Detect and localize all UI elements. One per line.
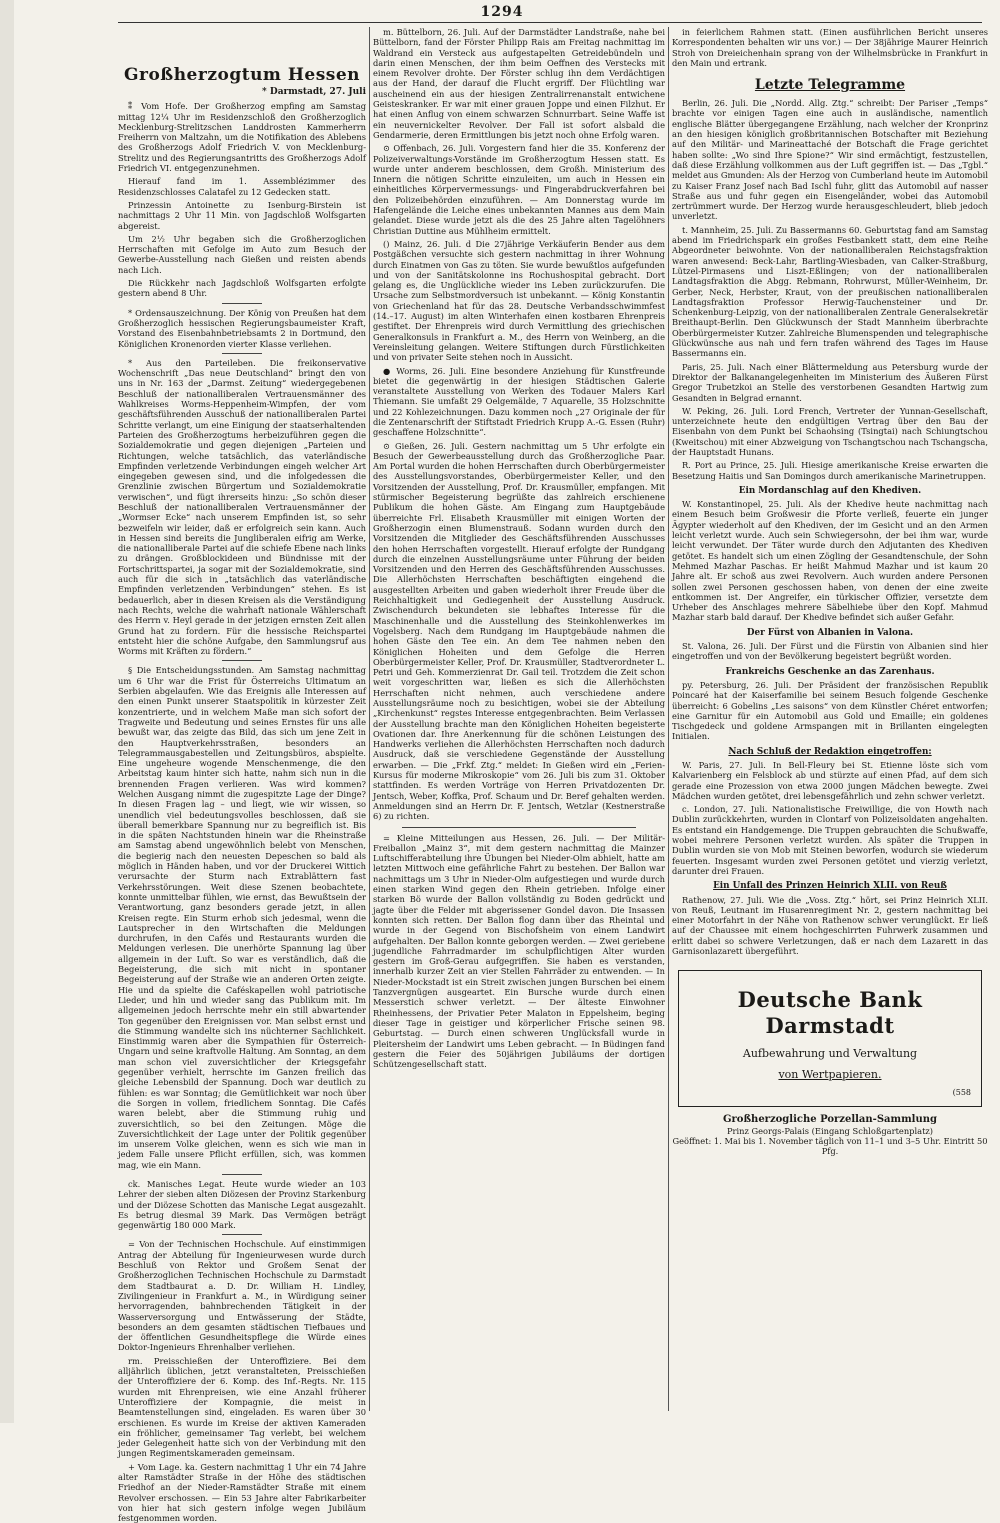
paragraph: () Mainz, 26. Juli. d Die 27jährige Verkäuferin Bender aus dem Postgäßchen versuchte sich gestern nachmittag in ihrer Wohnung durch Einatmen von Gas zu töten. Sie wurde bewußtlos aufgefunden und von der Sanitätskolonne ins Rochushospital gebracht. Dort gelang es, die Unglückliche wieder ins Leben zurückzurufen. Die Ursache zum Selbstmordversuch ist unbekannt. — König Konstantin von Griechenland hat für das 28. Deutsche Verbandsschwimmfest (14.–17. August) im alten Winterhafen einen kostbaren Ehrenpreis gestiftet. Der Ehrenpreis wird durch Vermittlung des griechischen Generalkonsuls in Frankfurt a. M., des Herrn von Weinberg, an die Vereinsleitung gelangen. Weitere Stiftungen durch Fürstlichkeiten und von privater Seite stehen noch in Aussicht. [373,238,665,363]
paragraph: Rathenow, 27. Juli. Wie die „Voss. Ztg.“ hört, sei Prinz Heinrich XLII. von Reuß, Leutnant im Husarenregiment Nr. 2, gestern nachmittag bei einer Motorfahrt in der Nähe von Rathenow schwer verunglückt. Er ließ auf der Chaussee mit einem hochgeschirrten Fuhrwerk zusammen und erlitt dabei so schwere Verletzungen, daß er nach dem Lazarett in das Garnisonlazarett übergeführt. [672,894,988,957]
divider [222,660,262,661]
paragraph: § Die Entscheidungsstunden. Am Samstag nachmittag um 6 Uhr war die Frist für Österreichs Ultimatum an Serbien abgelaufen. Wie das Ereignis alle Interessen auf den einen Punkt unserer Staatspolitik in kürzester Zeit konzentrierte, und in welchem Maße man sich sofort der Tragweite und Bedeutung und seines Ernstes für uns alle bewußt war, das zeigte das Bild, das sich um jene Zeit in den Hauptverkehrsstraßen, besonders an Telegrammausgabestellen und Zeitungsbüros, abspielte. Eine ungeheure wogende Menschenmenge, die den Arbeitstag kaum hinter sich hatte, nahm sich nun in die brennenden Fragen verlieren. Was wird kommen? Welchen Ausgang nimmt die zugespitzte Lage der Dinge? In diesen Fragen lag – und liegt, wie wir wissen, so unendlich viel bedeutungsvolles beschlossen, daß sie überall bemerkbare Spannung nur zu begreiflich ist. Bis in die späten Nachtstunden hinein war die Rheinstraße am Samstag abend ungewöhnlich belebt von Menschen, die begierig nach den neuesten Depeschen so bald als möglich in Händen haben, und vor der Druckerei Wittich verursachte der Sturm nach Extrablättern fast Verkehrsstörungen. Weit diese Szenen beobachtete, konnte unmittelbar fühlen, wie ernst, das Bewußtsein der Verantwortung, ganz besonders gerade jetzt, in allen Kreisen regte. Ein Sturm erhob sich jedesmal, wenn die Lautsprecher in den Wirtschaften die Meldungen durchrufen, in den Cafés und Restaurants wurden die Meldungen verlesen. Die unerhörte Spannung lag über allgemein in der Luft. So war es verständlich, daß die Begeisterung, die sich mit nicht in spontaner Begeisterung auf der Straße wie an anderen Orten zeigte. Hie und da spielte die Caféskapellen wohl patriotische Lieder, und hin und wieder sang das Publikum mit. Im allgemeinen jedoch herrschte mehr ein still abwartender Ton gegenüber den Ereignissen vor. Man selbst ernst und die Stimmung wandelte sich ins nüchterner Sachlichkeit. Einstimmig waren aber die Sympathien für Österreich-Ungarn und seine kraftvolle Haltung. Am Sonntag, an dem man schon viel zuversichtlicher der Kriegsgefahr gegenüber verhielt, herrschte im Ganzen freilich das gleiche Lebensbild der Spannung. Doch war deutlich zu fühlen: es war Sonntag; die Gemütlichkeit war noch über die Sorgen in vollem, friedlichem Sonntag. Die Cafés waren belebt, aber die Stimmung ruhig und zuversichtlich, so bei den Zeitungen. Möge die Zuversichtlichkeit der Lage unter der Politik gegenüber im unserem Volke gleichen, wenn es sich wie man in jedem Falle unsere Pflicht erfüllen, sich, was kommen mag, wie ein Mann. [118,665,366,1170]
paragraph: W. Konstantinopel, 25. Juli. Als der Khedive heute nachmittag nach einem Besuch beim Großwesir die Pforte verließ, feuerte ein junger Ägypter wiederholt auf den Khediven, der im Gesicht und an den Armen leicht verletzt wurde. Auch sein Schwiegersohn, der bei ihm war, wurde leicht verwundet. Der Täter wurde durch den Adjutanten des Khediven getötet. Es handelt sich um einen Zögling der Gesandtenschule, der Sohn Mehmed Mazhar Paschas. Er heißt Mahmud Mazhar und ist kaum 20 Jahre alt. Er schoß aus zwei Revolvern. Auch wurden andere Personen sollen zwei Personen geschossen haben, von denen der eine zweite entkommen ist. Der Angreifer, ein türkischer Offizier, versetzte dem Urheber des Anschlages mehrere Säbelhiebe über den Kopf. Mahmud Mazhar starb bald darauf. Der Khedive befindet sich außer Gefahr. [672,499,988,623]
paragraph: ⊙ Gießen, 26. Juli. Gestern nachmittag um 5 Uhr erfolgte ein Besuch der Gewerbeausstellung durch das Großherzogliche Paar. Am Portal wurden die hohen Herrschaften durch Oberbürgermeister des Ausstellungsvorstandes, Oberbürgermeister Keller, und den Vorsitzenden der Ausstellung, Prof. Dr. Krausmüller, empfangen. Mit stürmischer Begeisterung begrüßte das zahlreich erschienene Publikum die hohen Gäste. Am Eingang zum Hauptgebäude überreichte Frl. Elisabeth Krausmüller mit einigen Worten der Großherzogin einen Blumenstrauß. Sodann wurden durch den Vorsitzenden die Mitglieder des Geschäftsführenden Ausschusses den hohen Herrschaften vorgestellt. Hierauf erfolgte der Rundgang durch die einzelnen Ausstellungsräume unter Führung der beiden Vorsitzenden und den Herren des Geschäftsführenden Ausschusses. Die Allerhöchsten Herrschaften beschäftigten eingehend die ausgestellten Arbeiten und gaben wiederholt ihrer Freude über die Reichhaltigkeit und Gediegenheit der Ausstellung Ausdruck. Zwischendurch bekundeten sie lebhaftes Interesse für die Maschinenhalle und die Ausstellung des Steinkohlenwerkes im Vogelsberg. Nach dem Rundgang im Hauptgebäude nahmen die hohen Gäste den Tee ein. An dem Tee nahmen neben den Königlichen Hoheiten und dem Gefolge die Herren Oberbürgermeister Keller, Prof. Dr. Krausmüller, Stadtverordneter L. Petri und Geh. Kommerzienrat Dr. Gail teil. Trotzdem die Zeit schon weit vorgeschritten war, ließen es sich die Allerhöchsten Herrschaften nicht nehmen, auch verschiedene andere Ausstellungsräume noch zu besichtigen, wobei sie der Abteilung „Kirchenkunst“ regstes Interesse entgegenbrachten. Beim Verlassen der Ausstellung brachte man den Königlichen Hoheiten begeisterte Ovationen dar. Ihre Anerkennung für die schönen Leistungen des Handwerks verliehen die Allerhöchsten Herrschaften noch dadurch Ausdruck, daß sie verschiedene Gegenstände der Ausstellung erwarben. — Die „Frkf. Ztg.“ meldet: In Gießen wird ein „Ferien-Kursus für moderne Mikroskopie“ vom 26. Juli bis zum 31. Oktober stattfinden. Es werden Vorträge von Herren Privatdozenten Dr. Jentsch, Weber, Koffka, Prof. Schaum und Dr. Beref gehalten werden. Anmeldungen sind an Herrn Dr. F. Jentsch, Wetzlar (Kestnerstraße 6) zu richten. [373,440,665,822]
sub-heading: Nach Schluß der Redaktion eingetroffen: [728,746,932,757]
sub-heading: Frankreichs Geschenke an das Zarenhaus. [725,666,935,677]
ad-title: Deutsche Bank Darmstadt [737,987,923,1039]
notice-line: Geöffnet: 1. Mai bis 1. November täglich von 11–1 und 3–5 Uhr. Eintritt 50 Pfg. [672,1135,988,1156]
column-3 [672,27,988,1411]
ad-line: Aufbewahrung und Verwaltung [742,1047,918,1061]
section-title: Großherzogtum Hessen [123,65,361,85]
column-2 [373,27,665,1411]
paragraph: * Ordensauszeichnung. Der König von Preußen hat dem Großherzoglich hessischen Regierungsbaumeister Kraft, Vorstand des Eisenbahnbetriebsamts 2 in Dortmund, den Königlichen Kronenorden vierter Klasse verliehen. [118,307,366,349]
divider [222,1174,262,1175]
column-1 [118,27,366,1523]
sub-heading: Der Fürst von Albanien in Valona. [746,627,914,638]
notice-line: Prinz Georgs-Palais (Eingang Schloßgartenplatz) [726,1125,934,1136]
telegrams-heading: Letzte Telegramme [754,77,906,94]
header-rule [118,22,982,23]
telegram: Berlin, 26. Juli. Die „Nordd. Allg. Ztg.“ schreibt: Der Pariser „Temps“ brachte vor einigen Tagen eine auch in ausländische, namentlich englische Blätter übergegangene Erzählung, nach welcher der Kronprinz an den hiesigen königlich großbritannischen Botschafter mit Beziehung auf den Militär- und Marineattaché der Botschaft die Frage gerichtet haben sollte: „Wo sind Ihre Spione?“ Wir sind ermächtigt, festzustellen, daß diese Erzählung vollkommen aus der Luft gegriffen ist. — Das „Tgbl.“ meldet aus Gmunden: Als der Herzog von Cumberland heute im Automobil zu Kaiser Franz Josef nach Bad Ischl fuhr, glitt das Automobil auf nasser Straße aus und fuhr gegen ein Eisengeländer, wobei das Automobil zertrümmert wurde. Der Herzog wurde herausgeschleudert, blieb jedoch unverletzt. [672,98,988,222]
scan-margin [0,0,14,1423]
sub-heading: Ein Mordanschlag auf den Khediven. [738,485,922,496]
paragraph: ⊙ Offenbach, 26. Juli. Vorgestern fand hier die 35. Konferenz der Polizeiverwaltungs-Vorstände im Großherzogtum Hessen statt. Es wurde unter anderem beschlossen, dem Großh. Ministerium des Innern die nötigen Schritte einzuleiten, um auch in Hessen ein einheitliches Körpervermessungs- und Fingerabdruckverfahren bei den Polizeibehörden einzuführen. — Am Donnerstag wurde im Hafengelände die Leiche eines unbekannten Mannes aus dem Main gelandet. Diese wurde jetzt als die des 25 Jahre alten Tagelöhners Christian Duttine aus Mühlheim ermittelt. [373,143,665,236]
paragraph: ⁑ Vom Hofe. Der Großherzog empfing am Samstag mittag 12¼ Uhr im Residenzschloß den Großherzoglich Mecklenburg-Strelitzschen Landdrosten Kammerherrn Freiherrn von Maltzahn, um die Notifikation des Ablebens des Großherzogs Adolf Friedrich V. von Mecklenburg-Strelitz und des Regierungsantritts des Großherzogs Adolf Friedrich VI. entgegenzunehmen. [118,101,366,174]
news-item: + Vom Lage. ka. Gestern nachmittag 1 Uhr ein 74 Jahre alter Ramstädter Straße in der Höhe des städtischen Friedhof an der Nieder-Ramstädter Straße mit einem Revolver erschossen. — Ein 53 Jahre alter Fabrikarbeiter von hier hat sich gestern infolge wegen Jubiläum festgenommen worden. [118,1461,366,1523]
paragraph: m. Büttelborn, 26. Juli. Auf der Darmstädter Landstraße, nahe bei Büttelborn, fand der Förster Philipp Rais am Freitag nachmittag im Waldrand ein Versteck aus aufgestapelten Getreidebündeln und darin einen Menschen, der ihm beim Oeffnen des Verstecks mit einem Revolver drohte. Der Förster schlug ihn dem Verdächtigen aus der Hand, der darauf die Flucht ergriff. Der Flüchtling war auscheinend ein aus der hiesigen Zentralirrenanstalt entwichene Geisteskranker. Er war mit einer grauen Joppe und einen Filzhut. Er hat einen Anflug von einem schwarzen Schnurrbart. Seine Waffe ist ein neuvernickelter Revolver. Der Fall ist sofort alsbald die Gendarmerie, deren Ermittlungen bis jetzt noch ohne Erfolg waren. [373,27,665,140]
divider [402,827,636,828]
ad-line: von Wertpapieren. [778,1067,882,1081]
telegram: t. Mannheim, 25. Juli. Zu Bassermanns 60. Geburtstag fand am Samstag abend im Friedrichspark ein großes Festbankett statt, dem eine Reihe Abgeordneter beiwohnte. Von der nationalliberalen Reichstagsfraktion waren anwesend: Beck-Lahr, Bartling-Wiesbaden, van Calker-Straßburg, Lützel-Pirmasens und Liszt-Eßlingen; von der nationalliberalen Landtagsfraktion die Abgg. Rebmann, Rohrwurst, Müller-Weinheim, Dr. Gerber, Neck, Herbster, Kraut, von der preußischen nationalliberalen Landtagsfraktion Professor Herwig-Tauchensteiner und Dr. Schenkenburg-Leipzig, von der nationalliberalen Zentrale Generalsekretär Breithaupt-Berlin. Den Glückwunsch der Stadt Mannheim überbrachte Oberbürgermeister Kutzer. Zahlreiche Blumenspenden und telegraphische Glückwünsche aus nah und fern trafen während des Tages im Hause Bassermanns ein. [672,224,988,359]
paragraph: St. Valona, 26. Juli. Der Fürst und die Fürstin von Albanien sind hier eingetroffen und von der Bevölkerung begeistert begrüßt worden. [672,641,988,662]
ad-code: (558 [952,1087,971,1097]
divider [222,303,262,304]
divider [222,1234,262,1235]
telegram: Paris, 25. Juli. Nach einer Blättermeldung aus Petersburg wurde der Direktor der Balkanangelegenheiten im Ministerium des Äußeren Fürst Gregor Trubetzkoi an Stelle des verstorbenen Gesandten Hartwig zum Gesandten in Belgrad ernannt. [672,361,988,403]
paragraph: Die Rückkehr nach Jagdschloß Wolfsgarten erfolgte gestern abend 8 Uhr. [118,278,366,299]
sub-heading: Ein Unfall des Prinzen Heinrich XLII. von Reuß [713,881,947,892]
paragraph: * Aus den Parteileben. Die freikonservative Wochenschrift „Das neue Deutschland“ bringt den von uns in Nr. 163 der „Darmst. Zeitung“ wiedergegebenen Beschluß der nationalliberalen Vertrauensmänner des Wahlkreises Worms-Heppenheim-Wimpfen, der vom geschäftsführenden Ausschuß der nationalliberalen Partei Schritte verlangt, um eine Einigung der staatserhaltenden Parteien des Großherzogtums herbeizuführen gegen die Sozialdemokratie und gegen diejenigen „Parteien und Richtungen, welche tatsächlich, das vaterländische Empfinden verletzende Verbindungen eingeh welcher Art eingegeben gewesen sind, und die infolgedessen die Grenzlinie zwischen Bürgertum und Sozialdemokratie verwischen“, und fügt ihrerseits hinzu: „So schön dieser Beschluß der nationalliberalen Vertrauensmänner der „Wormser Ecke“ nach unserem Empfinden ist, so sehr bezweifeln wir leider, daß er erfolgreich sein kann. Auch in Hessen sind bereits die Jungliberalen eifrig am Werke, die nationalliberale Partei auf die schiefe Ebene nach links zu drängen. Großblockideen und Bündnisse mit der Fortschrittspartei, ja sogar mit der Sozialdemokratie, sind auch für die sich in „tatsächlich das vaterländische Empfinden verletzenden Verbindungen“ stehen. Es ist bedauerlich, aber in diesen Kreisen als die Verständigung nach Rechts, welche die wahrhaft nationale Wählerschaft des Herrn v. Heyl gerade in der jetzigen ernsten Zeit allen Grund hat zu fordern. Für die hessische Reichspartei entsteht hier die schöne Aufgabe, den Sammlungsruf aus Worms mit Kräften zu fördern.“ [118,357,366,657]
paragraph: Hierauf fand im 1. Assemblézimmer des Residenzschlosses Calatafel zu 12 Gedecken statt. [118,176,366,197]
bank-advertisement [678,970,982,1107]
paragraph: = Kleine Mitteilungen aus Hessen, 26. Juli. — Der Militär-Freiballon „Mainz 3“, mit dem gestern nachmittag die Mainzer Luftschifferabteilung ihre Übungen bei Nieder-Olm abhielt, hatte am letzten Mittwoch eine gefährliche Fahrt zu bestehen. Der Ballon war nachmittags um 3 Uhr in Nieder-Olm aufgestiegen und wurde durch einen starken Wind gegen den Rhein getrieben. Infolge einer starken Bö wurde der Ballon vollständig zu Boden gedrückt und jagte über die Felder mit abgerissener Gondel davon. Die Insassen konnten sich retten. Der Ballon flog dann über das Rheintal und wurde in der Gegend von Bischofsheim von einem Landwirt aufgehalten. Der Ballon konnte geborgen werden. — Zwei geriebene jugendliche Fahrradmarder im schulpflichtigen Alter wurden gestern im Groß-Gerau aufgegriffen. Sie haben es verstanden, innerhalb kurzer Zeit an vier Stellen Fahrräder zu entwenden. — In Nieder-Mockstadt ist ein Streit zwischen jungen Burschen bei einem Tanzvergnügen ausgeartet. Ein Bursche wurde durch einen Messerstich schwer verletzt. — Der älteste Einwohner Rheinhessens, der Privatier Peter Malaton in Eppelsheim, beging dieser Tage in geistiger und körperlicher Frische seinen 98. Geburtstag. — Durch einen schweren Unglücksfall wurde in Pleitersheim der Landwirt ums Leben gebracht. — In Büdingen fand gestern die Feier des 50jährigen Jubiläums der dortigen Schützengesellschaft statt. [373,832,665,1070]
page-number: 1294 [480,4,524,20]
column-separator [369,27,370,1411]
dateline: * Darmstadt, 27. Juli [262,87,366,97]
paragraph: py. Petersburg, 26. Juli. Der Präsident der französischen Republik Poincaré hat der Kaiserfamilie bei seinem Besuch folgende Geschenke überreicht: 6 Gobelins „Les saisons“ von dem Künstler Chéret entworfen; eine Garnitur für ein Automobil aus Gold und Emaille; ein goldenes Tischgedeck und goldene Armspangen mit in Brillanten eingelegten Initialen. [672,679,988,742]
paragraph: W. Paris, 27. Juli. In Bell-Fleury bei St. Etienne löste sich vom Kalvarienberg ein Felsblock ab und stürzte auf einen Pfad, auf dem sich gerade eine Prozession von etwa 2000 jungen Mädchen bewegte. Zwei Mädchen wurden getötet, drei lebensgefährlich und zehn schwer verletzt. [672,760,988,801]
news-item: ck. Manisches Legat. Heute wurde wieder an 103 Lehrer der sieben alten Diözesen der Provinz Starkenburg und der Diözese Schotten das Manische Legat ausgezahlt. Es betrug diesmal 39 Mark. Das Vermögen beträgt gegenwärtig 180 000 Mark. [118,1178,366,1231]
news-item: rm. Preisschießen der Unteroffiziere. Bei dem alljährlich üblichen, jetzt veranstalteten, Preisschießen der Unteroffiziere der 6. Komp. des Inf.-Regts. Nr. 115 wurden mit Ehrenpreisen, wie eine Anzahl früherer Unteroffiziere der Kompagnie, die meist in Beamtenstellungen sind, eingeladen. Es waren über 30 erschienen. Es wurde im Kreise der aktiven Kameraden ein fröhlicher, gemeinsamer Tag verlebt, bei welchem jeder Gelegenheit hatte sich von der Verbindung mit den jungen Regimentskameraden gemeinsam. [118,1355,366,1459]
divider [222,353,262,354]
column-separator [668,27,669,1411]
paragraph: Prinzessin Antoinette zu Isenburg-Birstein ist nachmittags 2 Uhr 11 Min. von Jagdschloß Wolfsgarten abgereist. [118,199,366,231]
telegram: R. Port au Prince, 25. Juli. Hiesige amerikanische Kreise erwarten die Besetzung Haitis und San Domingos durch amerikanische Marinetruppen. [672,460,988,481]
news-item: = Von der Technischen Hochschule. Auf einstimmigen Antrag der Abteilung für Ingenieurwesen wurde durch Beschluß von Rektor und Großem Senat der Großherzoglichen Technischen Hochschule zu Darmstadt dem Stadtbaurat a. D. Dr. William H. Lindley, Zivilingenieur in Frankfurt a. M., in Würdigung seiner hervorragenden, bahnbrechenden Tätigkeit in der Wasserversorgung und Entwässerung der Städte, besonders an dem gesamten städtischen Tiefbaues und der öffentlichen Gesundheitspflege die Würde eines Doktor-Ingenieurs Ehrenhalber verliehen. [118,1239,366,1353]
paragraph: in feierlichem Rahmen statt. (Einen ausführlichen Bericht unseres Korrespondenten behalten wir uns vor.) — Der 38jährige Maurer Heinrich Stroh von Dreieichenhain sprang von der Wilhelmsbrücke in Frankfurt in den Main und ertrank. [672,27,988,68]
paragraph: ● Worms, 26. Juli. Eine besondere Anziehung für Kunstfreunde bietet die gegenwärtig in der hiesigen Städtischen Galerie veranstaltete Ausstellung von Werken des Todauer Malers Karl Thiemann. Sie umfaßt 29 Oelgemälde, 7 Aquarelle, 35 Holzschnitte und 22 Kohlezeichnungen. Dazu kommen noch „27 Originale der für die Zentenarschrift der Stiftstadt Friedrich Krupp A.-G. Essen (Ruhr) geschaffene Holzschnitte“. [373,365,665,438]
notice-title: Großherzogliche Porzellan-Sammlung [722,1114,938,1126]
paragraph: c. London, 27. Juli. Nationalistische Freiwillige, die von Howth nach Dublin zurückkehrten, wurden in Clontarf von Polizeisoldaten angehalten. Es entstand ein Handgemenge. Die Truppen gebrauchten die Schußwaffe, wobei mehrere Personen verletzt wurden. Als später die Truppen in Dublin wurden sie von Mob mit Steinen beworfen, wodurch sie wiederum feuerten. Insgesamt wurden zwei Personen getötet und vierzig verletzt, darunter drei Frauen. [672,804,988,876]
telegram: W. Peking, 26. Juli. Lord French, Vertreter der Yunnan-Gesellschaft, unterzeichnete heute den endgültigen Vertrag über den Bau der Eisenbahn von dem Punkt bei Schaohsing (Tsingtai) nach Schiungtschou (Kweitschou) mit einer Abzweigung von Tschangtschou nach Tschangscha, der Hauptstadt Hunans. [672,405,988,457]
paragraph: Um 2½ Uhr begaben sich die Großherzoglichen Herrschaften mit Gefolge im Auto zum Besuch der Gewerbe-Ausstellung nach Gießen und reisten abends nach Lich. [118,233,366,275]
